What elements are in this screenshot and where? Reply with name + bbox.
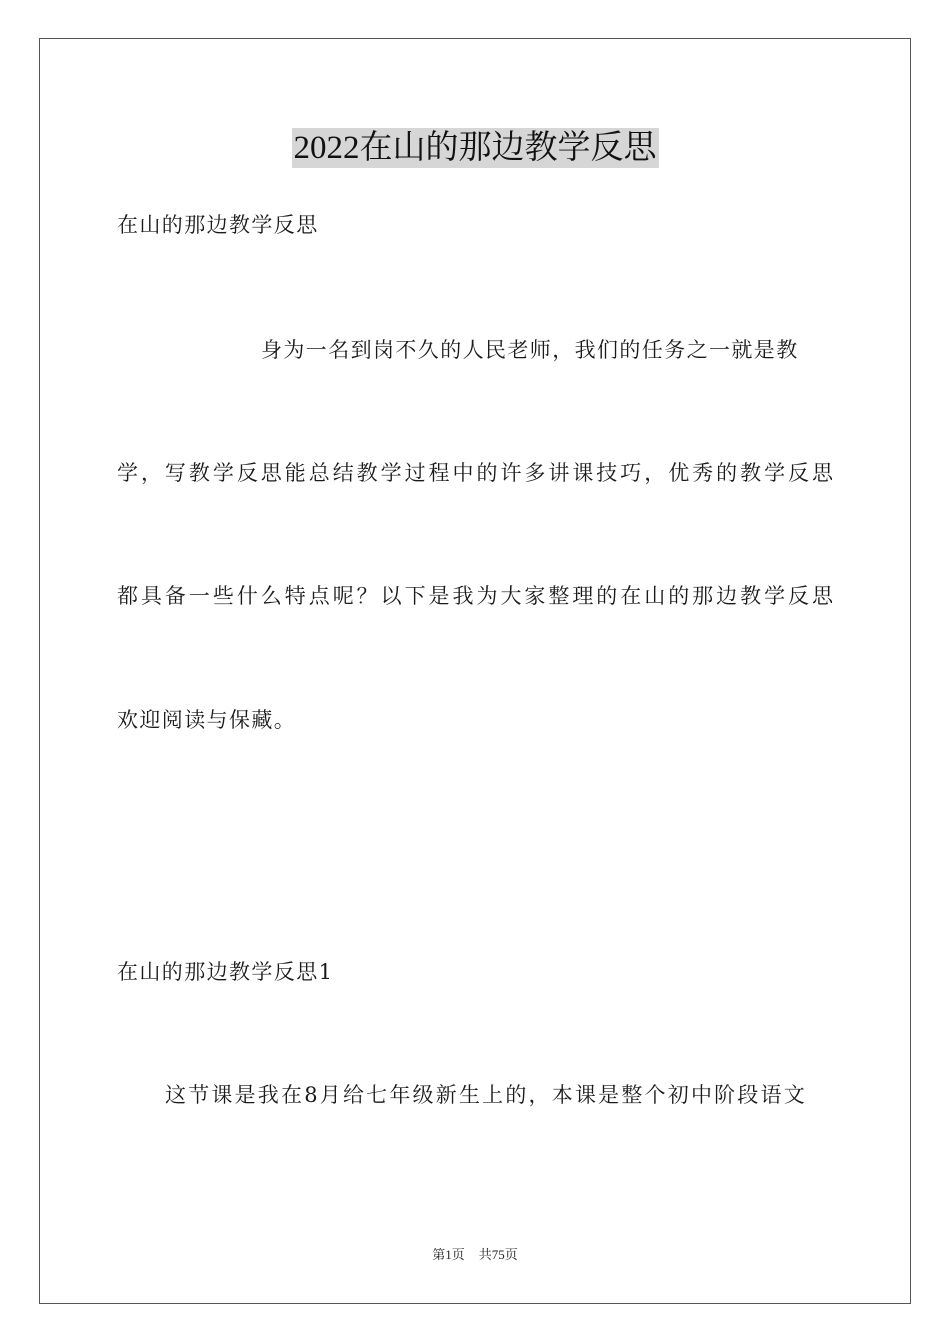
section-line-1: 这节课是我在8月给七年级新生上的，本课是整个初中阶段语文 <box>165 1083 807 1107</box>
page-number: 第1页 <box>432 1247 465 1262</box>
intro-line-2: 学，写教学反思能总结教学过程中的许多讲课技巧，优秀的教学反思 <box>117 461 833 485</box>
section-heading: 在山的那边教学反思1 <box>117 960 334 984</box>
document-subtitle: 在山的那边教学反思 <box>117 213 319 237</box>
intro-line-1: 身为一名到岗不久的人民老师，我们的任务之一就是教 <box>261 338 799 362</box>
total-pages: 共75页 <box>478 1247 518 1262</box>
page-footer <box>0 1246 950 1264</box>
intro-line-3: 都具备一些什么特点呢？以下是我为大家整理的在山的那边教学反思 <box>117 584 833 608</box>
intro-line-4: 欢迎阅读与保藏。 <box>117 708 297 732</box>
document-title: 2022在山的那边教学反思 <box>293 130 657 166</box>
title-container <box>0 128 950 168</box>
